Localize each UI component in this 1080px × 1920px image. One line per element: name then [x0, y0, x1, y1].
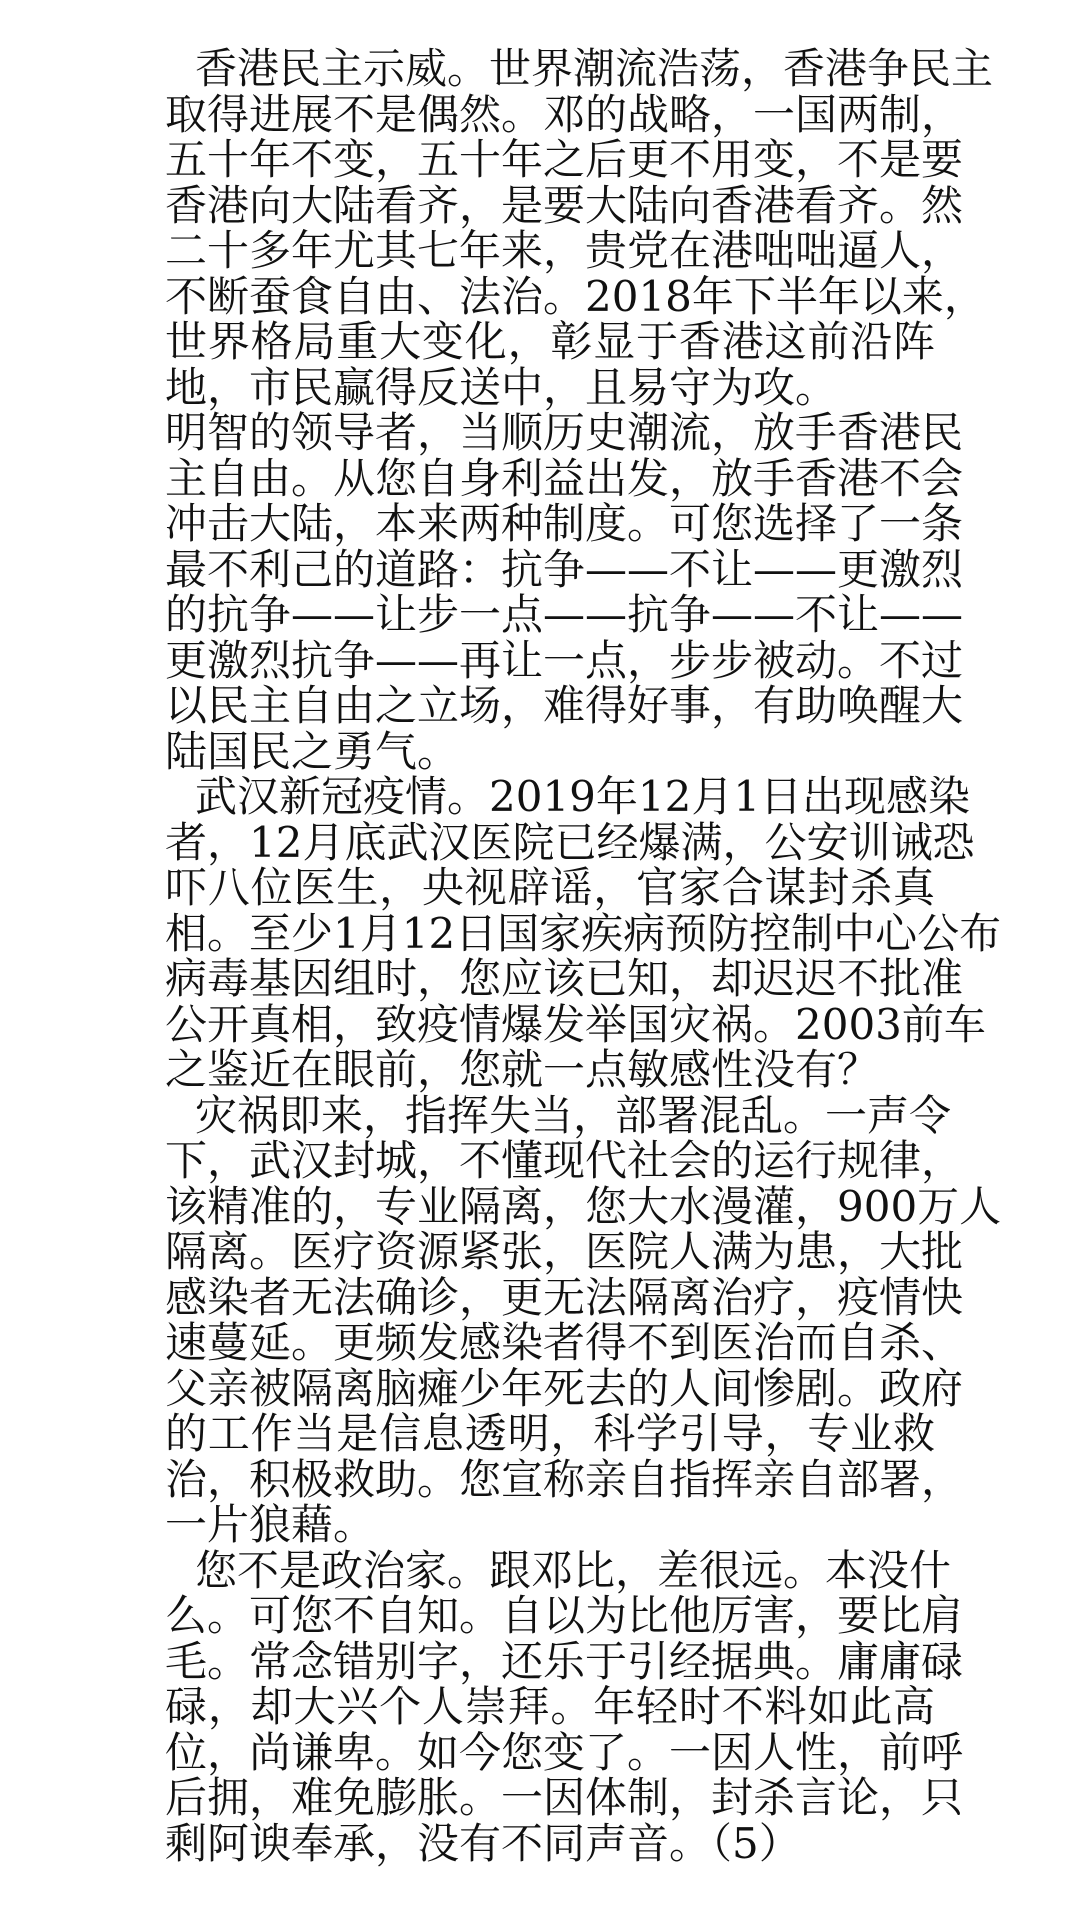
text-line: 武汉新冠疫情。2019年12月1日出现感染 — [195, 772, 971, 821]
text-line: 取得进展不是偶然。邓的战略，一国两制， — [165, 89, 964, 139]
text-line: 陆国民之勇气。 — [165, 726, 460, 776]
paragraph — [165, 408, 964, 776]
paragraph — [165, 1545, 964, 1868]
text-line: 者，12月底武汉医院已经爆满，公安训诫恐 — [165, 817, 975, 867]
text-line: 相。至少1月12日国家疾病预防控制中心公布 — [165, 908, 1002, 958]
text-line: 主自由。从您自身利益出发，放手香港不会 — [165, 453, 964, 503]
text-line: 隔离。医疗资源紧张，医院人满为患，大批 — [165, 1227, 964, 1276]
text-line: 不断蚕食自由、法治。2018年下半年以来， — [165, 271, 986, 321]
text-line: 您不是政治家。跟邓比，差很远。本没什 — [195, 1545, 952, 1595]
text-line: 的抗争——让步一点——抗争——不让—— — [165, 590, 964, 639]
text-line: 公开真相，致疫情爆发举国灾祸。2003前车 — [165, 999, 986, 1049]
text-line: 冲击大陆，本来两种制度。可您选择了一条 — [165, 499, 964, 548]
text-line: 之鉴近在眼前，您就一点敏感性没有？ — [165, 1045, 880, 1094]
text-line: 香港民主示威。世界潮流浩荡，香港争民主 — [195, 44, 994, 93]
paragraph — [165, 1090, 1002, 1549]
text-line: 五十年不变，五十年之后更不用变，不是要 — [165, 135, 964, 184]
text-line: 的工作当是信息透明，科学引导，专业救 — [165, 1409, 935, 1458]
text-line: 该精准的，专业隔离，您大水漫灌，900万人 — [165, 1181, 1002, 1231]
text-line: 最不利己的道路：抗争——不让——更激烈 — [165, 544, 964, 594]
text-line: 父亲被隔离脑瘫少年死去的人间惨剧。政府 — [165, 1363, 964, 1413]
text-line: 么。可您不自知。自以为比他厉害，要比肩 — [165, 1591, 964, 1640]
text-line: 世界格局重大变化，彰显于香港这前沿阵 — [165, 317, 935, 366]
text-line: 剩阿谀奉承，没有不同声音。（5） — [165, 1818, 801, 1868]
text-line: 明智的领导者，当顺历史潮流，放手香港民 — [165, 408, 964, 457]
text-line: 地，市民赢得反送中，且易守为攻。 — [165, 362, 838, 412]
paragraph — [165, 44, 994, 412]
text-line: 以民主自由之立场，难得好事，有助唤醒大 — [165, 681, 964, 730]
paragraph — [165, 772, 1002, 1094]
text-line: 香港向大陆看齐，是要大陆向香港看齐。然 — [165, 180, 964, 230]
text-line: 碌，却大兴个人崇拜。年轻时不料如此高 — [165, 1682, 935, 1731]
text-line: 感染者无法确诊，更无法隔离治疗，疫情快 — [165, 1272, 964, 1322]
text-line: 下，武汉封城，不懂现代社会的运行规律， — [165, 1136, 964, 1185]
text-line: 速蔓延。更频发感染者得不到医治而自杀、 — [165, 1318, 964, 1367]
document-body — [165, 44, 1002, 1868]
text-line: 一片狼藉。 — [165, 1500, 376, 1549]
text-line: 吓八位医生，央视辟谣，官家合谋封杀真 — [165, 863, 935, 912]
text-line: 位，尚谦卑。如今您变了。一因人性，前呼 — [165, 1727, 964, 1777]
text-line: 更激烈抗争——再让一点，步步被动。不过 — [165, 635, 964, 685]
text-line: 毛。常念错别字，还乐于引经据典。庸庸碌 — [165, 1636, 964, 1686]
text-line: 治，积极救助。您宣称亲自指挥亲自部署， — [165, 1454, 964, 1504]
text-line: 二十多年尤其七年来，贵党在港咄咄逼人， — [165, 226, 964, 275]
text-line: 灾祸即来，指挥失当，部署混乱。一声令 — [195, 1090, 952, 1140]
text-line: 后拥，难免膨胀。一因体制，封杀言论，只 — [165, 1773, 964, 1822]
text-line: 病毒基因组时，您应该已知，却迟迟不批准 — [165, 954, 964, 1003]
